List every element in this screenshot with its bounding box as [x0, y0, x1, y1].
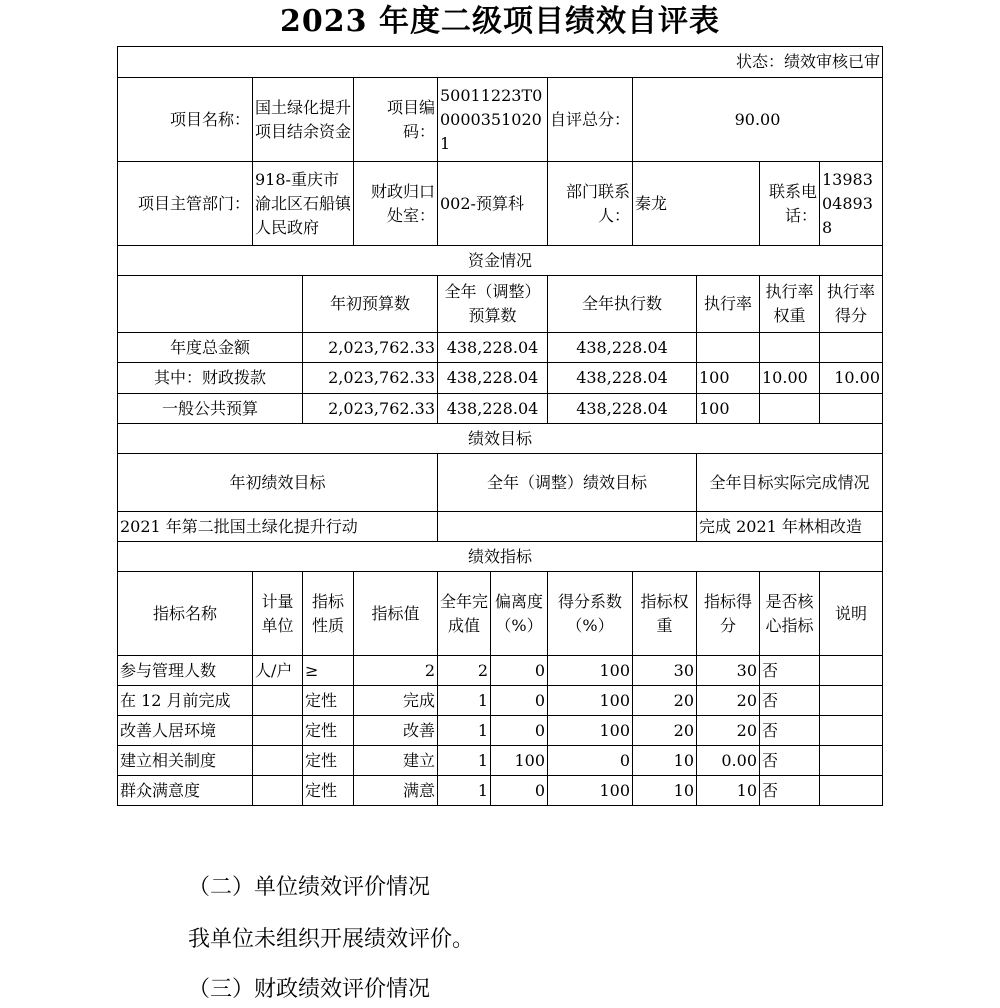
funds-section-title: 资金情况 — [118, 246, 883, 276]
funds-cell — [697, 333, 760, 363]
ind-cell: 改善 — [354, 716, 438, 746]
ind-cell: 2 — [438, 656, 491, 686]
funds-header-6: 执行率得分 — [820, 276, 883, 333]
ind-cell: 人/户 — [253, 656, 303, 686]
ind-cell: 定性 — [303, 686, 354, 716]
dept-value: 918-重庆市渝北区石船镇人民政府 — [253, 162, 354, 246]
funds-row — [118, 394, 883, 424]
office-value: 002-预算科 — [438, 162, 548, 246]
funds-header-5: 执行率权重 — [760, 276, 820, 333]
ind-cell: 否 — [760, 746, 820, 776]
ind-header-score: 指标得分 — [697, 572, 760, 656]
ind-cell: 定性 — [303, 746, 354, 776]
ind-cell: 群众满意度 — [118, 776, 253, 806]
ind-cell: 30 — [697, 656, 760, 686]
ind-cell — [253, 686, 303, 716]
ind-cell: 否 — [760, 656, 820, 686]
ind-cell: 建立 — [354, 746, 438, 776]
funds-cell — [760, 394, 820, 424]
ind-cell — [820, 686, 883, 716]
funds-cell: 2,023,762.33 — [303, 363, 438, 394]
funds-cell: 438,228.04 — [548, 333, 697, 363]
funds-cell: 100 — [697, 363, 760, 394]
ind-header-weight: 指标权重 — [633, 572, 697, 656]
ind-cell: 100 — [548, 686, 633, 716]
project-code-label: 项目编码： — [354, 78, 438, 162]
page-title: 2023 年度二级项目绩效自评表 — [280, 4, 720, 39]
ind-cell: 10 — [633, 776, 697, 806]
funds-row — [118, 363, 883, 394]
ind-cell: 改善人居环境 — [118, 716, 253, 746]
ind-cell: 建立相关制度 — [118, 746, 253, 776]
table-row — [118, 746, 883, 776]
ind-header-unit: 计量单位 — [253, 572, 303, 656]
ind-header-note: 说明 — [820, 572, 883, 656]
ind-cell: 0.00 — [697, 746, 760, 776]
funds-cell — [820, 333, 883, 363]
funds-cell: 438,228.04 — [438, 394, 548, 424]
ind-cell: 20 — [633, 716, 697, 746]
ind-cell: 20 — [633, 686, 697, 716]
ind-cell: 10 — [633, 746, 697, 776]
ind-cell: 100 — [491, 746, 548, 776]
goals-actual-value: 完成 2021 年林相改造 — [697, 512, 883, 542]
funds-cell: 2,023,762.33 — [303, 394, 438, 424]
ind-cell: 0 — [491, 776, 548, 806]
ind-header-coefficient: 得分系数（%） — [548, 572, 633, 656]
section-heading-finance-evaluation: （三）财政绩效评价情况 — [188, 977, 431, 1002]
ind-header-value: 指标值 — [354, 572, 438, 656]
funds-cell: 100 — [697, 394, 760, 424]
indicators-section-title: 绩效指标 — [118, 542, 883, 572]
funds-cell — [820, 394, 883, 424]
funds-header-1: 年初预算数 — [303, 276, 438, 333]
ind-header-completed: 全年完成值 — [438, 572, 491, 656]
ind-cell: 0 — [491, 716, 548, 746]
goals-section-title: 绩效目标 — [118, 424, 883, 454]
ind-cell: 0 — [548, 746, 633, 776]
funds-cell: 10.00 — [820, 363, 883, 394]
ind-header-core: 是否核心指标 — [760, 572, 820, 656]
funds-row-label: 一般公共预算 — [118, 394, 303, 424]
ind-cell: 定性 — [303, 716, 354, 746]
phone-value: 13983048938 — [820, 162, 883, 246]
table-row — [118, 656, 883, 686]
ind-cell — [820, 656, 883, 686]
status-text: 状态：绩效审核已审 — [118, 47, 883, 78]
project-name-label: 项目名称： — [118, 78, 253, 162]
funds-cell: 438,228.04 — [438, 333, 548, 363]
ind-cell: 20 — [697, 686, 760, 716]
ind-cell: 定性 — [303, 776, 354, 806]
table-row — [118, 686, 883, 716]
funds-cell: 438,228.04 — [438, 363, 548, 394]
ind-cell: 2 — [354, 656, 438, 686]
funds-cell — [760, 333, 820, 363]
unit-evaluation-paragraph: 我单位未组织开展绩效评价。 — [188, 927, 475, 952]
goals-adjusted-value — [438, 512, 697, 542]
ind-cell: 完成 — [354, 686, 438, 716]
performance-table — [117, 46, 883, 806]
funds-row-label: 年度总金额 — [118, 333, 303, 363]
funds-cell: 438,228.04 — [548, 363, 697, 394]
ind-cell: 100 — [548, 656, 633, 686]
office-label: 财政归口处室： — [354, 162, 438, 246]
ind-cell: 否 — [760, 716, 820, 746]
ind-cell — [820, 746, 883, 776]
ind-cell: 满意 — [354, 776, 438, 806]
ind-cell: 1 — [438, 686, 491, 716]
funds-cell: 2,023,762.33 — [303, 333, 438, 363]
ind-header-deviation: 偏离度（%） — [491, 572, 548, 656]
ind-cell — [820, 716, 883, 746]
goals-header-initial: 年初绩效目标 — [118, 454, 438, 512]
ind-cell: 参与管理人数 — [118, 656, 253, 686]
goals-header-actual: 全年目标实际完成情况 — [697, 454, 883, 512]
funds-header-2: 全年（调整）预算数 — [438, 276, 548, 333]
ind-cell — [253, 746, 303, 776]
section-heading-unit-evaluation: （二）单位绩效评价情况 — [188, 875, 431, 900]
ind-cell: 在 12 月前完成 — [118, 686, 253, 716]
ind-cell — [820, 776, 883, 806]
table-row — [118, 716, 883, 746]
ind-cell: 0 — [491, 656, 548, 686]
ind-cell: 100 — [548, 716, 633, 746]
funds-cell: 10.00 — [760, 363, 820, 394]
funds-header-3: 全年执行数 — [548, 276, 697, 333]
ind-cell — [253, 716, 303, 746]
funds-cell: 438,228.04 — [548, 394, 697, 424]
ind-cell: 1 — [438, 716, 491, 746]
dept-label: 项目主管部门： — [118, 162, 253, 246]
ind-cell: 30 — [633, 656, 697, 686]
ind-cell: 1 — [438, 746, 491, 776]
table-row — [118, 776, 883, 806]
project-name-value: 国土绿化提升项目结余资金 — [253, 78, 354, 162]
contact-value: 秦龙 — [633, 162, 760, 246]
funds-row — [118, 333, 883, 363]
phone-label: 联系电话： — [760, 162, 820, 246]
ind-cell: 否 — [760, 686, 820, 716]
goals-header-adjusted: 全年（调整）绩效目标 — [438, 454, 697, 512]
funds-header-0 — [118, 276, 303, 333]
funds-header-4: 执行率 — [697, 276, 760, 333]
funds-row-label: 其中：财政拨款 — [118, 363, 303, 394]
ind-cell: 10 — [697, 776, 760, 806]
ind-cell — [253, 776, 303, 806]
self-score-value: 90.00 — [633, 78, 883, 162]
ind-cell: 否 — [760, 776, 820, 806]
ind-cell: 20 — [697, 716, 760, 746]
ind-cell: 1 — [438, 776, 491, 806]
ind-header-name: 指标名称 — [118, 572, 253, 656]
contact-label: 部门联系人： — [548, 162, 633, 246]
ind-cell: ≥ — [303, 656, 354, 686]
goals-initial-value: 2021 年第二批国土绿化提升行动 — [118, 512, 438, 542]
ind-cell: 100 — [548, 776, 633, 806]
self-score-label: 自评总分： — [548, 78, 633, 162]
ind-cell: 0 — [491, 686, 548, 716]
ind-header-nature: 指标性质 — [303, 572, 354, 656]
project-code-value: 50011223T000003510201 — [438, 78, 548, 162]
